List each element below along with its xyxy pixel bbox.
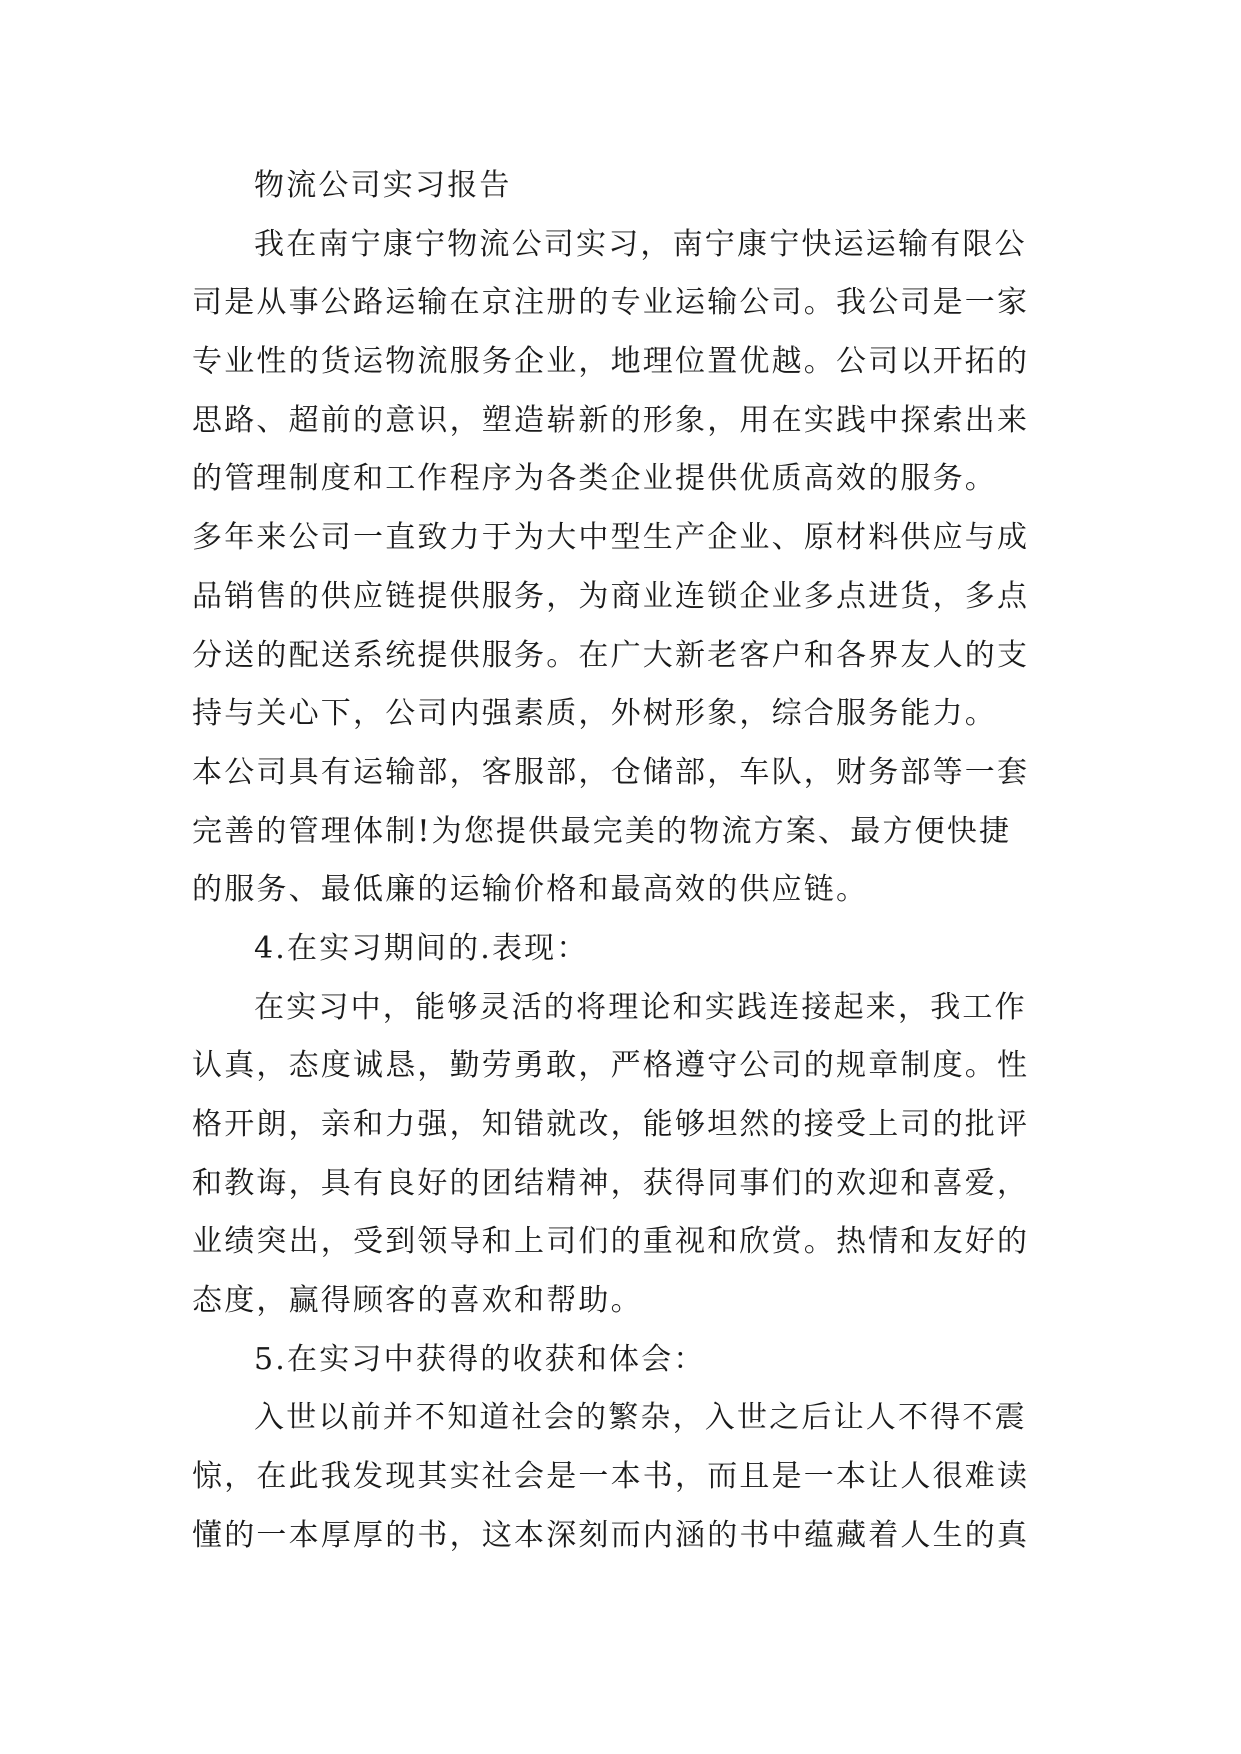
- text-line: 思路、超前的意识，塑造崭新的形象，用在实践中探索出来: [192, 402, 1030, 438]
- text-line: 司是从事公路运输在京注册的专业运输公司。我公司是一家: [192, 285, 1030, 321]
- text-line: 本公司具有运输部，客服部，仓储部，车队，财务部等一套: [192, 754, 1030, 790]
- text-line: 惊，在此我发现其实社会是一本书，而且是一本让人很难读: [192, 1459, 1030, 1495]
- text-line: 入世以前并不知道社会的繁杂，入世之后让人不得不震: [254, 1400, 1027, 1436]
- text-line: 分送的配送系统提供服务。在广大新老客户和各界友人的支: [192, 637, 1030, 673]
- section-heading: 4.在实习期间的.表现：: [254, 930, 589, 966]
- document-body: [192, 157, 1062, 1566]
- text-line: 的管理制度和工作程序为各类企业提供优质高效的服务。: [192, 461, 997, 497]
- document-title: 物流公司实习报告: [254, 168, 512, 203]
- text-line: 持与关心下，公司内强素质，外树形象，综合服务能力。: [192, 696, 997, 732]
- text-line: 完善的管理体制!为您提供最完美的物流方案、最方便快捷: [192, 813, 1012, 849]
- text-line: 多年来公司一直致力于为大中型生产企业、原材料供应与成: [192, 520, 1030, 556]
- text-line: 品销售的供应链提供服务，为商业连锁企业多点进货，多点: [192, 578, 1030, 614]
- text-line: 我在南宁康宁物流公司实习，南宁康宁快运运输有限公: [254, 226, 1027, 262]
- text-line: 在实习中，能够灵活的将理论和实践连接起来，我工作: [254, 989, 1027, 1025]
- text-line: 格开朗，亲和力强，知错就改，能够坦然的接受上司的批评: [192, 1107, 1030, 1142]
- text-line: 懂的一本厚厚的书，这本深刻而内涵的书中蕴藏着人生的真: [192, 1517, 1030, 1553]
- text-line: 的服务、最低廉的运输价格和最高效的供应链。: [192, 872, 869, 908]
- text-line: 和教诲，具有良好的团结精神，获得同事们的欢迎和喜爱，: [192, 1165, 1030, 1201]
- section-heading: 5.在实习中获得的收获和体会：: [254, 1341, 706, 1377]
- text-line: 态度，赢得顾客的喜欢和帮助。: [192, 1283, 643, 1319]
- text-line: 认真，态度诚恳，勤劳勇敢，严格遵守公司的规章制度。性: [192, 1048, 1030, 1084]
- text-line: 专业性的货运物流服务企业，地理位置优越。公司以开拓的: [192, 344, 1030, 380]
- text-line: 业绩突出，受到领导和上司们的重视和欣赏。热情和友好的: [192, 1224, 1030, 1260]
